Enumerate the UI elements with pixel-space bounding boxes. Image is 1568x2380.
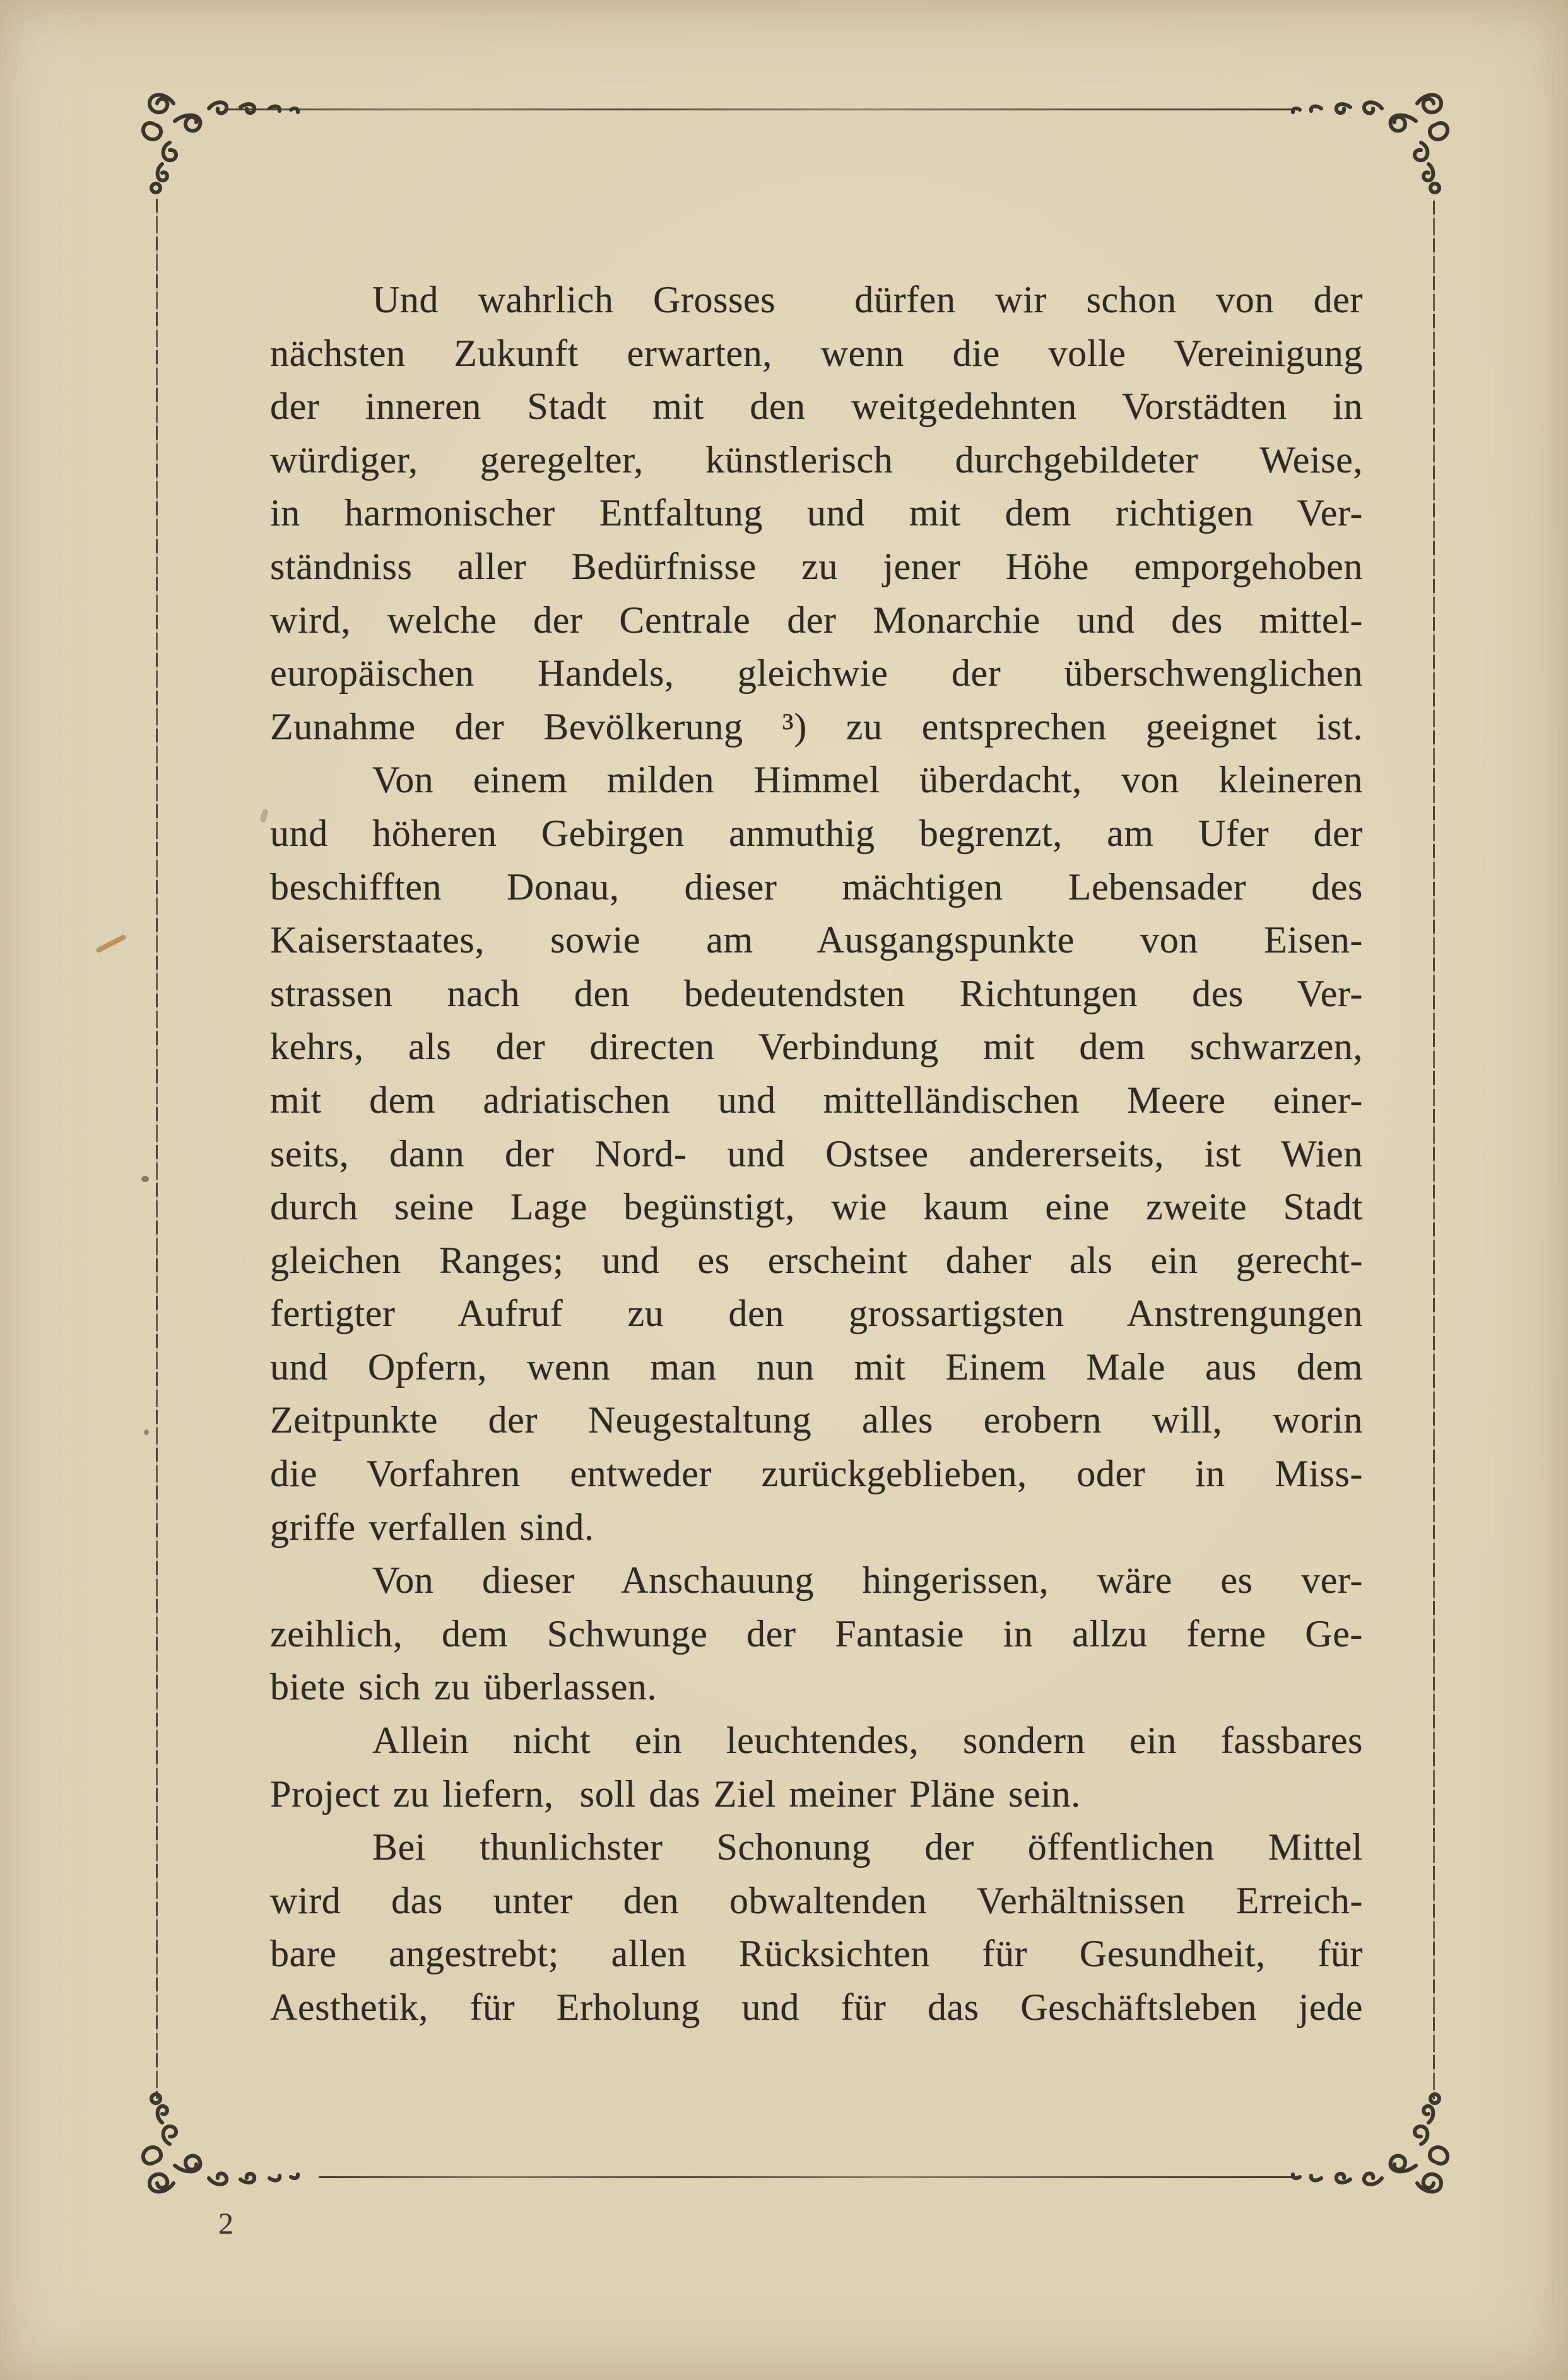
ink-speck [141, 1176, 149, 1182]
text-line: gleichen Ranges; und es erscheint daher als ein gerecht- [270, 1239, 1363, 1281]
text-line: Von einem milden Himmel überdacht, von kleineren [372, 759, 1363, 801]
text-line-paragraph-end: Project zu liefern, soll das Ziel meiner Pläne sein. [270, 1773, 1081, 1815]
text-line: würdiger, geregelter, künstlerisch durchgebildeter Weise, [270, 438, 1363, 481]
text-line: ständniss aller Bedürfnisse zu jener Höhe emporgehoben [270, 545, 1363, 587]
text-line: kehrs, als der directen Verbindung mit dem schwarzen, [270, 1026, 1363, 1068]
text-line: fertigter Aufruf zu den grossartigsten Anstrengungen [270, 1293, 1363, 1335]
corner-flourish-top-left-icon [134, 87, 311, 194]
text-line: wird, welche der Centrale der Monarchie und des mittel- [270, 599, 1363, 641]
ink-speck [144, 1429, 149, 1435]
text-line: Von dieser Anschauung hingerissen, wäre es ver- [372, 1559, 1363, 1602]
text-line: strassen nach den bedeutendsten Richtungen des Ver- [270, 972, 1363, 1014]
text-line: durch seine Lage begünstigt, wie kaum eine zweite Stadt [270, 1186, 1363, 1228]
corner-flourish-top-right-icon [1280, 87, 1456, 194]
text-line: und höheren Gebirgen anmuthig begrenzt, am Ufer der [270, 812, 1363, 854]
text-line: mit dem adriatischen und mittelländischen Meere einer- [270, 1079, 1363, 1121]
text-line: wird das unter den obwaltenden Verhältnissen Erreich- [270, 1879, 1363, 1921]
border-rule-top [227, 108, 1300, 110]
pencil-mark [95, 934, 127, 954]
text-line: europäischen Handels, gleichwie der überschwenglichen [270, 652, 1363, 695]
text-line: die Vorfahren entweder zurückgeblieben, oder in Miss- [270, 1453, 1363, 1495]
page-number: 2 [218, 2207, 233, 2241]
text-line: Allein nicht ein leuchtendes, sondern ein fassbares [372, 1720, 1363, 1762]
text-line-paragraph-end: biete sich zu überlassen. [270, 1666, 657, 1708]
text-line: nächsten Zukunft erwarten, wenn die volle Vereinigung [270, 332, 1363, 374]
text-line-paragraph-end: griffe verfallen sind. [270, 1506, 594, 1548]
text-line: Zeitpunkte der Neugestaltung alles erobern will, worin [270, 1399, 1363, 1441]
text-line: zeihlich, dem Schwunge der Fantasie in allzu ferne Ge- [270, 1612, 1363, 1655]
text-line: der inneren Stadt mit den weitgedehnten Vorstädten in [270, 385, 1363, 428]
text-line: in harmonischer Entfaltung und mit dem richtigen Ver- [270, 492, 1363, 534]
text-line: Und wahrlich Grosses dürfen wir schon von der [372, 279, 1363, 320]
text-line: beschifften Donau, dieser mächtigen Lebensader des [270, 865, 1363, 908]
text-line: seits, dann der Nord- und Ostsee andererseits, ist Wien [270, 1132, 1363, 1175]
border-rule-left [156, 199, 158, 2099]
text-line: Aesthetik, für Erholung und für das Geschäftsleben jede [270, 1986, 1363, 2028]
border-rule-bottom [319, 2176, 1300, 2178]
corner-flourish-bottom-left-icon [134, 2092, 311, 2200]
text-line: und Opfern, wenn man nun mit Einem Male aus dem [270, 1345, 1363, 1388]
text-line-with-footnote-ref: Zunahme der Bevölkerung ³) zu entsprechen geeignet ist. [270, 705, 1363, 747]
corner-flourish-bottom-right-icon [1280, 2092, 1456, 2200]
border-rule-right [1433, 201, 1435, 2099]
text-line: Bei thunlichster Schonung der öffentlichen Mittel [372, 1826, 1363, 1868]
text-line: Kaiserstaates, sowie am Ausgangspunkte von Eisen- [270, 919, 1363, 961]
scan-artifact [259, 808, 268, 823]
page-text [270, 273, 1363, 2034]
text-line: bare angestrebt; allen Rücksichten für Gesundheit, für [270, 1933, 1363, 1975]
